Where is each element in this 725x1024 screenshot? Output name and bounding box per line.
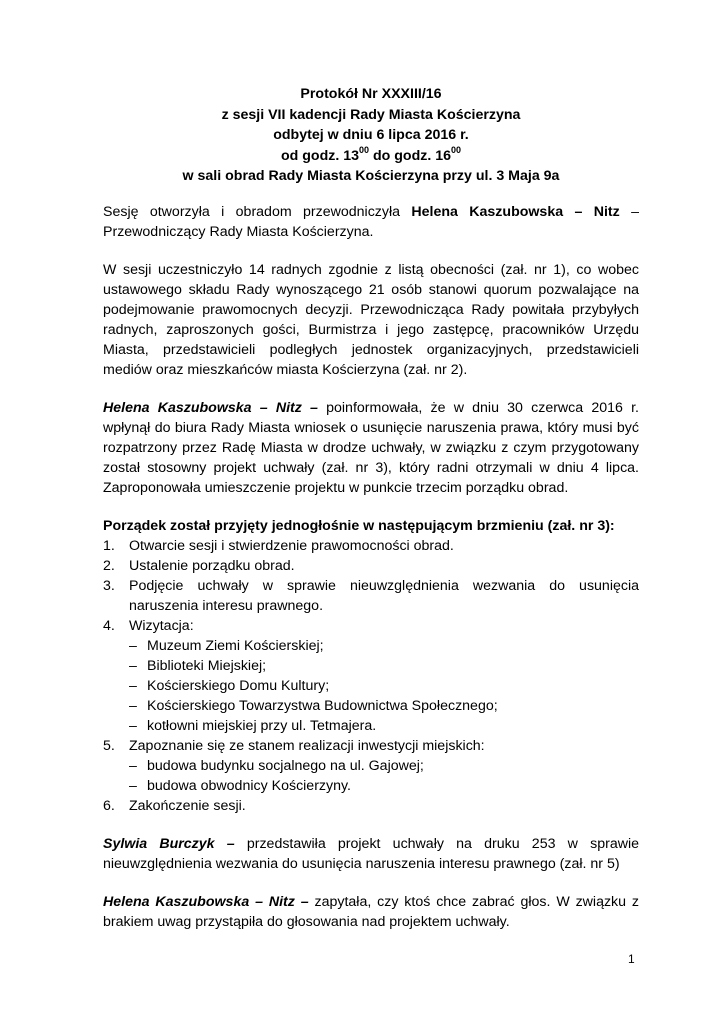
motion-paragraph — [103, 398, 639, 498]
agenda-heading-text: Porządek został przyjęty jednogłośnie w następującym brzmieniu (zał. nr 3): — [103, 517, 615, 534]
sublist-item-text: budowa budynku socjalnego na ul. Gajowej; — [147, 757, 424, 774]
session-line: z sesji VII kadencji Rady Miasta Kościerzyna — [221, 106, 521, 123]
agenda-item-text: Wizytacja: — [129, 617, 194, 634]
agenda-item-text: Zapoznanie się ze stanem realizacji inwestycji miejskich: — [129, 737, 485, 754]
opening-text: Sesję otworzyła i obradom przewodniczyła — [103, 203, 412, 220]
session-hours — [103, 146, 639, 167]
attendance-paragraph: W sesji uczestniczyło 14 radnych zgodnie z listą obecności (zał. nr 1), co wobec ustawowego składu Rady wynoszącego 21 osób stanowi quorum pozwalające na podejmowanie prawomocnych decyzji. Przewodnicząca Rady powitała przybyłych radnych, zaproszonych gości, Burmistrza i jego zastępcę, pracowników Urzędu Miasta, przedstawicieli podległych jednostek organizacyjnych, przedstawicieli mediów oraz mieszkańców miasta Kościerzyna (zał. nr 2). — [103, 261, 639, 378]
agenda-list — [103, 536, 639, 816]
sublist-item-text: budowa obwodnicy Kościerzyny. — [147, 777, 351, 794]
sublist-item — [129, 696, 639, 716]
chair-role: – Przewodniczący Rady Miasta Kościerzyna. — [103, 203, 639, 240]
agenda-item-text: Zakończenie sesji. — [129, 797, 246, 814]
agenda-item — [103, 616, 639, 736]
dash-bullet: – — [129, 677, 137, 694]
presentation-paragraph — [103, 834, 639, 874]
sublist-item — [129, 656, 639, 676]
sublist-item — [129, 756, 639, 776]
sublist-item-text: Muzeum Ziemi Kościerskiej; — [147, 637, 324, 654]
presentation-text: przedstawiła projekt uchwały na druku 253 w sprawie nieuwzględnienia wezwania do usunięcia naruszenia interesu prawnego (zał. nr 5) — [103, 835, 639, 872]
sublist-item — [129, 716, 639, 736]
agenda-item-number: 6. — [103, 797, 115, 814]
document-page — [103, 84, 639, 950]
opening-paragraph — [103, 202, 639, 242]
session-date: odbytej w dniu 6 lipca 2016 r. — [273, 127, 469, 143]
speaker-name: Sylwia Burczyk – — [103, 835, 235, 852]
sublist-item-text: Kościerskiego Domu Kultury; — [147, 677, 330, 694]
agenda-item-text: Podjęcie uchwały w sprawie nieuwzględnienia wezwania do usunięcia naruszenia interesu prawnego. — [129, 577, 639, 614]
dash-bullet: – — [129, 637, 137, 654]
agenda-item-number: 3. — [103, 577, 115, 594]
hours-end-minutes: 00 — [451, 144, 462, 155]
hours-start-minutes: 00 — [359, 144, 370, 155]
agenda-item-text: Ustalenie porządku obrad. — [129, 557, 295, 574]
sublist-item-text: kotłowni miejskiej przy ul. Tetmajera. — [147, 717, 377, 734]
sublist-item — [129, 636, 639, 656]
agenda-item — [103, 536, 639, 556]
agenda-item — [103, 736, 639, 796]
session-location: w sali obrad Rady Miasta Kościerzyna przy ul. 3 Maja 9a — [182, 168, 560, 184]
page-number: 1 — [628, 952, 635, 966]
agenda-item — [103, 576, 639, 616]
chair-name: Helena Kaszubowska – Nitz — [411, 203, 620, 220]
protocol-title: Protokół Nr XXXIII/16 — [300, 86, 442, 102]
dash-bullet: – — [129, 777, 137, 794]
hours-start-text: od godz. 13 — [280, 147, 359, 164]
vote-paragraph — [103, 892, 639, 932]
hours-end-text: do godz. 16 — [369, 147, 451, 164]
vote-text: zapytała, czy ktoś chce zabrać głos. W związku z brakiem uwag przystąpiła do głosowania nad projektem uchwały. — [103, 893, 640, 930]
protocol-header — [103, 84, 639, 187]
speaker-name: Helena Kaszubowska – Nitz – — [103, 399, 318, 416]
sublist-item — [129, 676, 639, 696]
agenda-item-number: 2. — [103, 557, 115, 574]
agenda-item — [103, 556, 639, 576]
investment-sublist — [129, 756, 639, 796]
sublist-item — [129, 776, 639, 796]
visit-sublist — [129, 636, 639, 736]
sublist-item-text: Biblioteki Miejskiej; — [147, 657, 267, 674]
agenda-item-number: 1. — [103, 537, 115, 554]
agenda-item-text: Otwarcie sesji i stwierdzenie prawomocności obrad. — [129, 537, 454, 554]
agenda-item — [103, 796, 639, 816]
dash-bullet: – — [129, 717, 137, 734]
dash-bullet: – — [129, 697, 137, 714]
dash-bullet: – — [129, 657, 137, 674]
agenda-item-number: 5. — [103, 737, 115, 754]
dash-bullet: – — [129, 757, 137, 774]
agenda-heading — [103, 516, 639, 536]
speaker-name: Helena Kaszubowska – Nitz – — [103, 893, 309, 910]
sublist-item-text: Kościerskiego Towarzystwa Budownictwa Społecznego; — [147, 697, 498, 714]
agenda-item-number: 4. — [103, 617, 115, 634]
motion-text: poinformowała, że w dniu 30 czerwca 2016 r. wpłynął do biura Rady Miasta wniosek o usunięcie naruszenia prawa, który musi być rozpatrzony przez Radę Miasta w drodze uchwały, w związku z czym przygotowany został stosowny projekt uchwały (zał. nr 3), który radni otrzymali w dniu 4 lipca. Zaproponowała umieszczenie projektu w punkcie trzecim porządku obrad. — [103, 399, 639, 496]
